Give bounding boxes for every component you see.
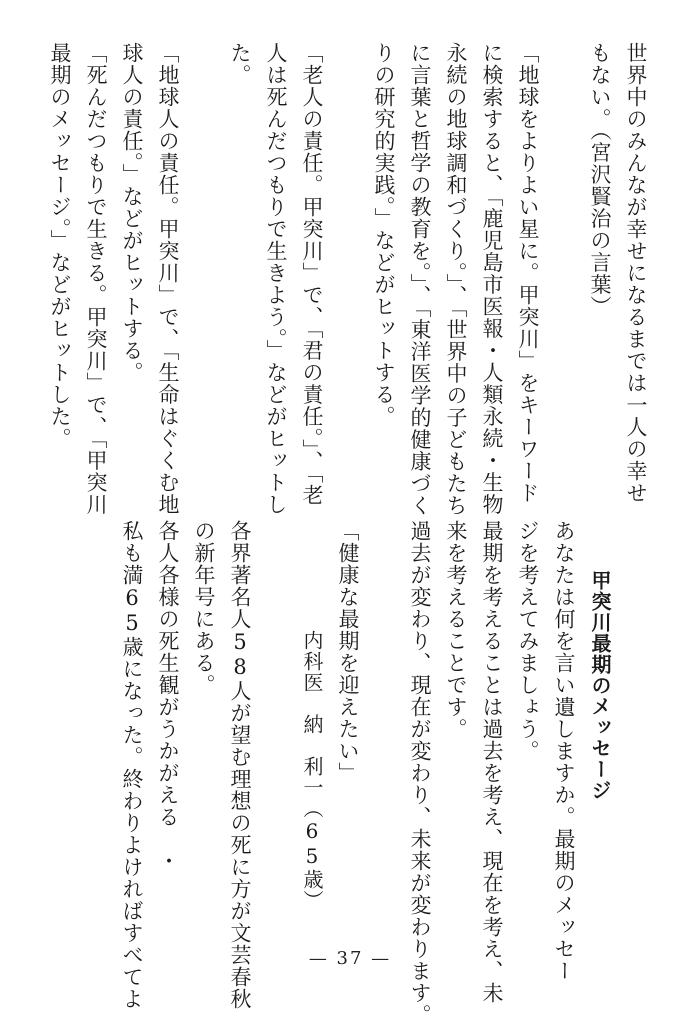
gap-line xyxy=(330,42,366,452)
gap-line xyxy=(618,520,654,930)
body-line: 「地球をよりよい星に。甲突川」をキーワード xyxy=(516,42,540,504)
body-line: りの研究的実践。」などがヒットする。 xyxy=(372,42,396,428)
page-number: — 37 — xyxy=(308,948,392,969)
body-line: 「死んだつもりで生きる。甲突川」で、「甲突川 xyxy=(84,42,108,516)
intro-line: 最期を考えることは過去を考え、現在を考え、未 xyxy=(480,520,504,1004)
body-line: 球人の責任。」などがヒットする。 xyxy=(120,42,144,384)
body-line: た。 xyxy=(228,42,252,86)
body-line: 「老人の責任。甲突川」で、「君の責任。」、「老 xyxy=(300,42,324,506)
body-line: の新年号にある。 xyxy=(192,520,216,696)
intro-line: ジを考えてみましょう。 xyxy=(516,520,540,762)
intro-line: あなたは何を言い遺しますか。最期のメッセー xyxy=(552,520,576,982)
upper-section xyxy=(42,42,654,517)
body-line: 「地球人の責任。甲突川」で、「生命はぐくむ地 xyxy=(156,42,180,516)
body-line: 人は死んだつもりで生きよう。」などがヒットし xyxy=(264,42,288,516)
gap-line xyxy=(366,520,402,930)
intro-line: 過去が変わり、現在が変わり、未来が変わります。 xyxy=(408,520,432,1026)
body-line: 私も満65歳になった。終わりよければすべてよ xyxy=(120,520,144,1010)
body-line: 各人各様の死生観がうかがえる ・ xyxy=(156,520,180,872)
quote-line: 世界中のみんなが幸せになるまでは一人の幸せ xyxy=(624,42,648,504)
body-line: 最期のメッセージ。」などがヒットした。 xyxy=(48,42,72,450)
body-line: 永続の地球調和づくり。」、「世界中の子どもたち xyxy=(444,42,468,517)
section-heading: 甲突川最期のメッセージ xyxy=(588,570,612,801)
article-title: 「健康な最期を迎えたい」 xyxy=(336,520,360,784)
quote-line: もない。（宮沢賢治の言葉） xyxy=(588,42,612,318)
body-line: 各界著名人58人が望む理想の死に方が文芸春秋 xyxy=(228,520,252,1010)
intro-line: 来を考えることです。 xyxy=(444,520,468,740)
gap-line xyxy=(186,42,222,452)
body-line: に検索すると、「鹿児島市医報・人類永続・生物 xyxy=(480,42,504,516)
gap-line xyxy=(546,42,582,452)
body-line: に言葉と哲学の教育を。」、「東洋医学的健康づく xyxy=(408,42,432,517)
author-line: 内科医 納 利一（65歳） xyxy=(300,630,324,911)
gap-line xyxy=(258,520,294,930)
